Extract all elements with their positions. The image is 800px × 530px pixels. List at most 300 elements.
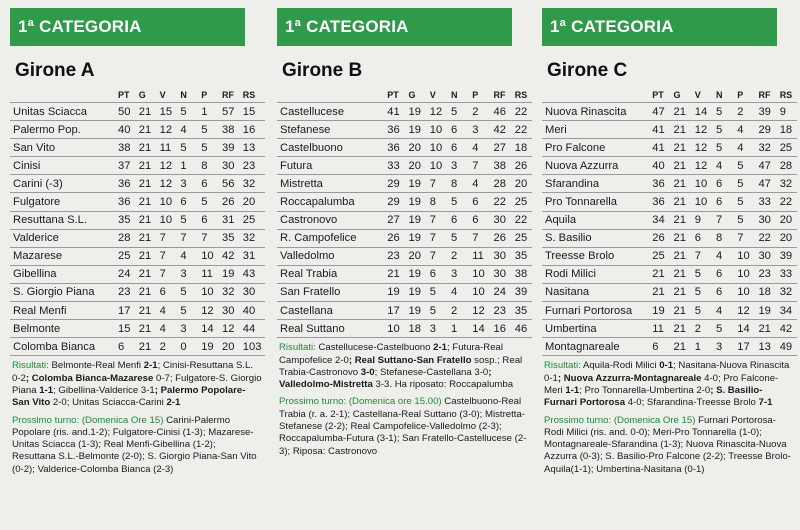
stat-g: 21 (673, 214, 686, 227)
stat-rs: 40 (242, 304, 256, 317)
stat-v: 10 (694, 196, 708, 209)
stat-p: 10 (737, 286, 750, 299)
stat-p: 11 (201, 268, 213, 281)
table-row (542, 103, 797, 121)
results-label: Risultati: (544, 360, 581, 372)
stat-rf: 39 (758, 105, 771, 118)
stat-pt: 25 (118, 250, 131, 263)
team-name: Aquila (545, 214, 577, 227)
group-title: Girone B (282, 60, 363, 81)
stat-rs: 23 (242, 159, 256, 172)
category-banner (10, 8, 245, 46)
header-g: G (138, 90, 146, 100)
stat-rs: 35 (514, 304, 528, 317)
team-name: Valledolmo (280, 250, 335, 263)
result-text: ; Pro Falcone-Meri (544, 372, 779, 396)
stat-p: 3 (472, 123, 479, 136)
stat-rs: 25 (514, 196, 528, 209)
stat-g: 21 (138, 304, 152, 317)
stat-v: 11 (159, 141, 172, 154)
next-round-paragraph (12, 415, 262, 476)
stat-g: 20 (408, 141, 421, 154)
stat-rs: 25 (779, 141, 793, 154)
team-name: Castelbuono (280, 141, 343, 154)
stat-rf: 30 (758, 250, 771, 263)
stat-pt: 21 (652, 286, 665, 299)
stat-pt: 38 (118, 141, 131, 154)
stat-pt: 29 (387, 196, 400, 209)
stat-p: 10 (201, 250, 214, 263)
stat-v: 8 (429, 196, 436, 209)
team-name: Castellucese (280, 105, 345, 118)
stat-rs: 30 (242, 286, 256, 299)
result-score: 7-1 (758, 397, 773, 409)
stat-v: 3 (429, 322, 436, 335)
header-rs: RS (242, 90, 256, 100)
result-text: ; Cinisi-Resuttana S.L. (157, 360, 254, 372)
stat-rs: 20 (779, 214, 793, 227)
stat-rs: 18 (779, 123, 793, 136)
stat-rf: 30 (221, 159, 235, 172)
stat-n: 6 (180, 196, 187, 209)
result-score: ; Palermo Popolare-San Vito (12, 384, 246, 409)
stat-rs: 20 (514, 177, 528, 190)
category-title: CATEGORIA (39, 17, 142, 36)
stat-v: 10 (429, 141, 443, 154)
stat-rf: 22 (758, 232, 771, 245)
team-name: Pro Tonnarella (545, 196, 617, 209)
stat-v: 12 (159, 177, 173, 190)
stat-v: 6 (429, 268, 436, 281)
table-row (10, 193, 265, 211)
stat-pt: 41 (652, 141, 665, 154)
stat-v: 7 (159, 232, 166, 245)
stat-n: 7 (715, 214, 723, 227)
stat-rf: 23 (758, 268, 771, 281)
stat-rf: 30 (493, 250, 506, 263)
stat-n: 6 (451, 123, 458, 136)
stat-g: 21 (673, 250, 686, 263)
result-text: ; Sfarandina-Treesse Brolo (641, 397, 759, 409)
result-text: ; Real Trabia-Castronovo (279, 354, 523, 378)
stat-pt: 21 (652, 268, 665, 281)
stat-n: 0 (180, 340, 187, 353)
stat-p: 4 (472, 141, 479, 154)
stat-rs: 38 (514, 268, 528, 281)
stat-pt: 23 (118, 286, 131, 299)
team-name: Nasitana (545, 286, 590, 299)
stat-rf: 39 (221, 141, 235, 154)
stat-v: 4 (159, 304, 166, 317)
stat-v: 12 (694, 141, 708, 154)
stat-pt: 26 (387, 232, 400, 245)
result-text: Castellucese-Castelbuono (318, 342, 434, 354)
table-row (277, 283, 532, 301)
result-score: 1-1 (39, 384, 54, 396)
category-banner (542, 8, 777, 46)
table-row (277, 247, 532, 265)
stat-v: 5 (694, 286, 701, 299)
stat-p: 12 (201, 304, 214, 317)
table-row (10, 320, 265, 338)
result-text: ; Stefanese-Castellana (374, 366, 475, 378)
next-round-paragraph (544, 415, 794, 476)
result-text: 2-0 (335, 354, 349, 366)
stat-g: 21 (138, 268, 152, 281)
stat-p: 10 (737, 268, 750, 281)
team-name: Palermo Pop. (13, 123, 81, 136)
table-row (277, 103, 532, 121)
stat-pt: 29 (387, 177, 400, 190)
stat-rs: 49 (779, 340, 793, 353)
stat-rf: 38 (493, 159, 506, 172)
table-row (10, 103, 265, 121)
stat-g: 21 (138, 232, 152, 245)
stat-p: 10 (472, 286, 485, 299)
header-g: G (673, 90, 681, 100)
stat-g: 21 (673, 232, 686, 245)
result-score: ; Valledolmo-Mistretta (279, 366, 492, 391)
category-prefix: 1ª (285, 17, 302, 36)
group-a-column (10, 8, 262, 481)
stat-rf: 30 (493, 214, 506, 227)
table-row (542, 283, 797, 301)
table-row (277, 211, 532, 229)
stat-rf: 56 (221, 177, 235, 190)
stat-n: 6 (715, 268, 723, 281)
stat-pt: 50 (118, 105, 131, 118)
stat-g: 21 (673, 304, 686, 317)
stat-v: 12 (694, 159, 708, 172)
stat-v: 5 (429, 304, 436, 317)
stat-p: 10 (737, 250, 750, 263)
stat-rf: 19 (221, 268, 235, 281)
stat-n: 5 (180, 286, 187, 299)
stat-n: 2 (451, 304, 458, 317)
stat-rf: 46 (493, 105, 506, 118)
result-text: 3-0 (474, 366, 489, 378)
category-title: CATEGORIA (306, 17, 409, 36)
team-name: Umbertina (545, 322, 597, 335)
stat-n: 5 (180, 141, 187, 154)
stat-v: 7 (429, 214, 436, 227)
result-score: ; Nuova Azzurra-Montagnareale (557, 372, 705, 384)
stat-rf: 20 (221, 340, 235, 353)
header-p: P (737, 90, 744, 100)
table-row (542, 121, 797, 139)
stat-n: 8 (715, 232, 723, 245)
notes (542, 360, 794, 476)
header-team (542, 88, 648, 103)
stat-p: 6 (201, 214, 208, 227)
stat-rf: 22 (493, 196, 506, 209)
team-name: S. Giorgio Piana (13, 286, 95, 299)
table-row (10, 283, 265, 301)
stat-pt: 26 (652, 232, 665, 245)
table-row (542, 338, 797, 356)
stat-p: 12 (737, 304, 750, 317)
team-name: Rodi Milici (545, 268, 596, 281)
stat-rf: 42 (493, 123, 506, 136)
stat-n: 5 (451, 196, 458, 209)
header-rf: RF (221, 90, 234, 100)
stat-g: 21 (138, 250, 152, 263)
team-name: Real Trabia (280, 268, 338, 281)
stat-n: 3 (451, 159, 458, 172)
table-row (10, 229, 265, 247)
stat-n: 5 (715, 123, 723, 136)
stat-g: 21 (673, 141, 686, 154)
stat-rs: 20 (779, 232, 793, 245)
stat-g: 21 (138, 123, 152, 136)
stat-g: 19 (408, 196, 421, 209)
header-g: G (408, 90, 416, 100)
standings-table (277, 88, 532, 338)
stat-p: 5 (201, 196, 208, 209)
stat-v: 7 (429, 250, 436, 263)
stat-n: 3 (180, 322, 187, 335)
stat-rf: 21 (758, 322, 771, 335)
stat-n: 4 (715, 304, 723, 317)
table-row (10, 302, 265, 320)
stat-pt: 36 (118, 177, 131, 190)
stat-v: 7 (429, 177, 436, 190)
stat-p: 5 (737, 159, 744, 172)
stat-n: 1 (451, 322, 458, 335)
header-v: V (429, 90, 436, 100)
result-text: 3-1 (140, 384, 155, 396)
stat-rs: 39 (514, 286, 528, 299)
table-row (542, 157, 797, 175)
stat-n: 5 (715, 141, 723, 154)
results-label: Risultati: (279, 342, 316, 354)
team-name: Sfarandina (545, 177, 600, 190)
stat-g: 21 (673, 286, 686, 299)
stat-p: 7 (472, 159, 479, 172)
stat-p: 5 (737, 196, 744, 209)
table-row (10, 247, 265, 265)
team-name: Unitas Sciacca (13, 105, 87, 118)
header-v: V (159, 90, 166, 100)
stat-rf: 12 (221, 322, 235, 335)
stat-n: 3 (180, 268, 187, 281)
stat-pt: 36 (652, 196, 665, 209)
next-round-label: Prossimo turno: (Domenica Ore 15) (12, 414, 164, 426)
result-text: ; Futura-Real Campofelice (279, 342, 503, 366)
stat-rs: 34 (779, 304, 793, 317)
stat-g: 21 (138, 141, 152, 154)
stat-p: 10 (472, 268, 485, 281)
stat-pt: 40 (118, 123, 131, 136)
category-banner (277, 8, 512, 46)
stat-n: 5 (180, 214, 187, 227)
team-name: S. Basilio (545, 232, 592, 245)
stat-n: 7 (180, 232, 187, 245)
stat-g: 19 (408, 177, 421, 190)
stat-v: 7 (159, 268, 166, 281)
stat-n: 4 (180, 250, 187, 263)
header-rs: RS (779, 90, 793, 100)
stat-n: 5 (180, 304, 187, 317)
stat-pt: 25 (652, 250, 665, 263)
stat-p: 2 (737, 105, 744, 118)
stat-g: 21 (138, 177, 152, 190)
table-row (542, 247, 797, 265)
result-text: sosp. (474, 354, 498, 366)
stat-p: 1 (201, 105, 208, 118)
stat-g: 21 (138, 286, 152, 299)
stat-rs: 15 (242, 105, 256, 118)
stat-v: 6 (694, 232, 701, 245)
stat-rf: 30 (758, 214, 771, 227)
stat-rf: 30 (493, 268, 506, 281)
stat-rs: 32 (242, 177, 256, 190)
stat-p: 19 (201, 340, 214, 353)
category-prefix: 1ª (550, 17, 567, 36)
stat-rf: 19 (758, 304, 771, 317)
team-name: Montagnareale (545, 340, 620, 353)
header-p: P (201, 90, 208, 100)
stat-v: 7 (694, 250, 701, 263)
result-text: 3-3 (375, 379, 390, 391)
stat-pt: 19 (652, 304, 665, 317)
table-row (277, 193, 532, 211)
stat-g: 21 (138, 196, 152, 209)
stat-g: 21 (673, 159, 686, 172)
result-score: ; Colomba Bianca-Mazarese (25, 372, 156, 384)
stat-g: 19 (408, 268, 421, 281)
group-title: Girone A (15, 60, 95, 81)
stat-g: 19 (408, 123, 421, 136)
stat-g: 21 (673, 322, 686, 335)
team-name: Meri (545, 123, 567, 136)
stat-rs: 22 (514, 123, 528, 136)
result-score: 1-1 (565, 384, 580, 396)
header-pt: PT (652, 90, 664, 100)
table-row (277, 302, 532, 320)
table-header (277, 88, 532, 103)
team-name: Castronovo (280, 214, 338, 227)
stat-rs: 9 (779, 105, 786, 118)
stat-n: 5 (715, 105, 723, 118)
stat-rs: 26 (514, 159, 528, 172)
header-rf: RF (758, 90, 771, 100)
stat-v: 15 (159, 105, 173, 118)
result-text: ; Unitas Sciacca-Carini (66, 397, 167, 409)
results-paragraph (12, 360, 262, 409)
stat-rs: 103 (242, 340, 262, 353)
stat-pt: 23 (387, 250, 400, 263)
team-name: R. Campofelice (280, 232, 357, 245)
stat-rs: 39 (779, 250, 793, 263)
stat-v: 5 (694, 304, 701, 317)
table-row (10, 175, 265, 193)
table-row (277, 229, 532, 247)
result-text: ; Fulgatore-S. Giorgio Piana (12, 372, 262, 396)
stat-rs: 32 (779, 177, 793, 190)
table-row (10, 265, 265, 283)
table-row (277, 320, 532, 338)
stat-pt: 28 (118, 232, 131, 245)
notes (277, 342, 529, 458)
table-row (542, 139, 797, 157)
stat-v: 12 (429, 105, 443, 118)
stat-n: 4 (715, 250, 723, 263)
team-name: Mistretta (280, 177, 323, 190)
stat-v: 2 (694, 322, 701, 335)
standings-table (10, 88, 265, 356)
stat-pt: 6 (652, 340, 659, 353)
results-label: Risultati: (12, 360, 49, 372)
group-c-column (542, 8, 793, 481)
stat-rs: 22 (514, 105, 528, 118)
stat-g: 19 (408, 105, 421, 118)
stat-p: 14 (737, 322, 750, 335)
result-text: 4-0 (704, 372, 718, 384)
team-name: Carini (-3) (13, 177, 63, 190)
stat-rf: 31 (221, 214, 235, 227)
team-name: Gibellina (13, 268, 57, 281)
header-n: N (715, 90, 723, 100)
result-text: 0-1 (544, 372, 558, 384)
stat-g: 21 (138, 105, 152, 118)
stat-p: 14 (472, 322, 485, 335)
stat-pt: 34 (652, 214, 665, 227)
stat-n: 1 (180, 159, 187, 172)
stat-v: 10 (429, 159, 443, 172)
result-text: Belmonte-Real Menfi (51, 360, 144, 372)
team-name: Roccapalumba (280, 196, 355, 209)
stat-n: 6 (451, 141, 458, 154)
stat-pt: 36 (652, 177, 665, 190)
table-row (542, 193, 797, 211)
stat-rf: 26 (493, 232, 506, 245)
stat-rf: 29 (758, 123, 771, 136)
stat-rs: 31 (242, 250, 256, 263)
stat-pt: 21 (387, 268, 400, 281)
stat-pt: 37 (118, 159, 131, 172)
stat-rs: 42 (779, 322, 793, 335)
stat-p: 4 (737, 141, 744, 154)
stat-rf: 16 (493, 322, 506, 335)
stat-g: 21 (138, 322, 152, 335)
stat-rf: 23 (493, 304, 506, 317)
stat-n: 5 (180, 105, 187, 118)
team-name: Colomba Bianca (13, 340, 96, 353)
result-text: 0-7 (155, 372, 170, 384)
stat-rf: 28 (493, 177, 506, 190)
stat-rs: 44 (242, 322, 256, 335)
results-paragraph (279, 342, 529, 391)
stat-g: 19 (408, 232, 421, 245)
header-n: N (451, 90, 458, 100)
stat-v: 9 (694, 214, 701, 227)
stat-p: 7 (472, 232, 479, 245)
stat-n: 3 (180, 177, 187, 190)
stat-p: 6 (472, 214, 479, 227)
stat-p: 5 (201, 141, 208, 154)
result-score: 2-1 (433, 342, 448, 354)
stat-p: 4 (737, 123, 744, 136)
stat-rs: 32 (779, 286, 793, 299)
team-name: Stefanese (280, 123, 331, 136)
header-pt: PT (387, 90, 399, 100)
stat-n: 4 (715, 159, 723, 172)
stat-p: 4 (472, 177, 479, 190)
stat-n: 2 (451, 250, 458, 263)
result-text: 0-2 (12, 372, 26, 384)
stat-v: 1 (694, 340, 701, 353)
